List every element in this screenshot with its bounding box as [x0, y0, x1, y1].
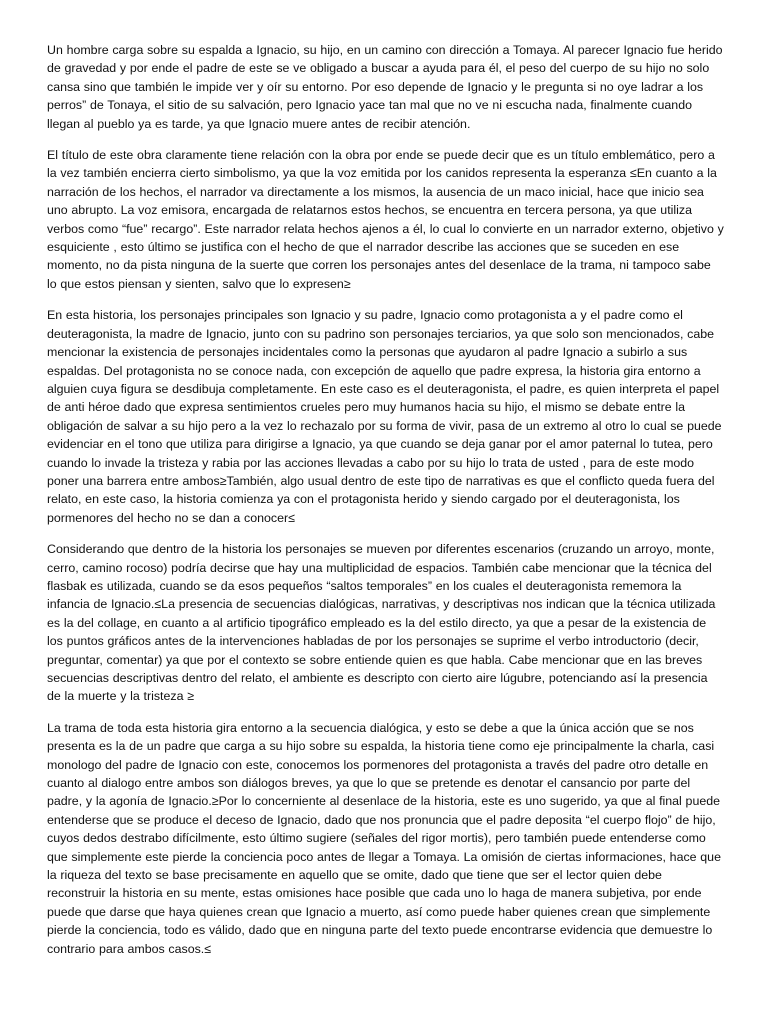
paragraph-space-and-technique: Considerando que dentro de la historia los personajes se mueven por diferentes escenarios (cruzando un arroyo, monte, cerro, camino rocoso) podría decirse que hay una multiplicidad de espacios. También cabe mencionar que la técnica del flasbak es utilizada, cuando se da esos pequeños “saltos temporales” en los cuales el deuteragonista rememora la infancia de Ignacio.≤La presencia de secuencias dialógicas, narrativas, y descriptivas nos indican que la técnica utilizada es la del collage, en cuanto a al artificio tipográfico empleado es la del estilo directo, ya que a pesar de la existencia de los puntos gráficos antes de la intervenciones habladas de por los personajes se suprime el verbo introductorio (decir, preguntar, comentar) ya que por el contexto se sobre entiende quien es que habla. Cabe mencionar que en las breves secuencias descriptivas dentro del relato, el ambiente es descripto con cierto aire lúgubre, potenciando así la presencia de la muerte y la tristeza ≥ — [47, 542, 716, 704]
paragraph-plot-and-ending: La trama de toda esta historia gira entorno a la secuencia dialógica, y esto se debe a que la única acción que se nos presenta es la de un padre que carga a su hijo sobre su espalda, la historia tiene como eje principalmente la charla, casi monologo del padre de Ignacio con este, conocemos los pormenores del protagonista a través del padre otro detalle en cuanto al dialogo entre ambos son diálogos breves, ya que lo que se pretende es denotar el cansancio por parte del padre, y la agonía de Ignacio.≥Por lo concerniente al desenlace de la historia, este es uno sugerido, ya que al final puede entenderse que se produce el deceso de Ignacio, dado que nos pronuncia que el padre deposita “el cuerpo flojo” de hijo, cuyos dedos destrabo difícilmente, esto último sugiere (señales del rigor mortis), pero también puede entenderse como que simplemente este pierde la conciencia poco antes de llegar a Tomaya. La omisión de ciertas informaciones, hace que la riqueza del texto se base precisamente en aquello que se omite, dado que tiene que ser el lector quien debe reconstruir la historia en su mente, estas omisiones hace posible que cada uno lo haga de manera subjetiva, por ende puede que darse que haya quienes crean que Ignacio a muerto, así como puede haber quienes crean que simplemente pierde la conciencia, todo es válido, dado que en ninguna parte del texto puede encontrarse evidencia que demuestre lo contrario para ambos casos.≤ — [47, 720, 721, 956]
document-page — [47, 41, 724, 971]
paragraph-title-and-narrator: El título de este obra claramente tiene relación con la obra por ende se puede decir que es un título emblemático, pero a la vez también encierra cierto simbolismo, ya que la voz emitida por los canidos representa la esperanza ≤En cuanto a la narración de los hechos, el narrador va directamente a los mismos, la ausencia de un maco inicial, hace que inicio sea uno abrupto. La voz emisora, encargada de relatarnos estos hechos, se encuentra en tercera persona, ya que utiliza verbos como “fue” recargo”. Este narrador relata hechos ajenos a él, lo cual lo convierte en un narrador externo, objetivo y esquiciente , esto último se justifica con el hecho de que el narrador describe las acciones que se suceden en ese momento, no da pista ninguna de la suerte que corren los personajes antes del desenlace de la trama, ni tampoco sabe lo que estos piensan y sienten, salvo que lo expresen≥ — [47, 148, 724, 291]
paragraph-summary: Un hombre carga sobre su espalda a Ignacio, su hijo, en un camino con dirección a Tomaya. Al parecer Ignacio fue herido de gravedad y por ende el padre de este se ve obligado a buscar a ayuda para él, el peso del cuerpo de su hijo no solo cansa sino que también le impide ver y oír su entorno. Por eso depende de Ignacio y le pregunta si no oye ladrar a los perros” de Tonaya, el sitio de su salvación, pero Ignacio yace tan mal que no ve ni escucha nada, finalmente cuando llegan al pueblo ya es tarde, ya que Ignacio muere antes de recibir atención. — [47, 43, 723, 131]
paragraph-characters: En esta historia, los personajes principales son Ignacio y su padre, Ignacio como protagonista a y el padre como el deuteragonista, la madre de Ignacio, junto con su padrino son personajes terciarios, ya que solo son mencionados, cabe mencionar la existencia de personajes incidentales como la personas que ayudaron al padre Ignacio a subirlo a sus espaldas. Del protagonista no se conoce nada, con excepción de aquello que padre expresa, la historia gira entorno a alguien cuya figura se desdibuja completamente. En este caso es el deuteragonista, el padre, es quien interpreta el papel de anti héroe dado que expresa sentimientos crueles pero muy humanos hacia su hijo, el mismo se debate entre la obligación de salvar a su hijo pero a la vez lo rechazalo por su forma de vivir, pasa de un extremo al otro lo cual se puede evidenciar en el tono que utiliza para dirigirse a Ignacio, ya que cuando se deja ganar por el amor paternal lo tutea, pero cuando lo invade la tristeza y rabia por las acciones llevadas a cabo por su hijo lo trata de usted , para de este modo poner una barrera entre ambos≥También, algo usual dentro de este tipo de narrativas es que el conflicto queda fuera del relato, en este caso, la historia comienza ya con el protagonista herido y siendo cargado por el deuteragonista, los pormenores del hecho no se dan a conocer≤ — [47, 308, 722, 525]
